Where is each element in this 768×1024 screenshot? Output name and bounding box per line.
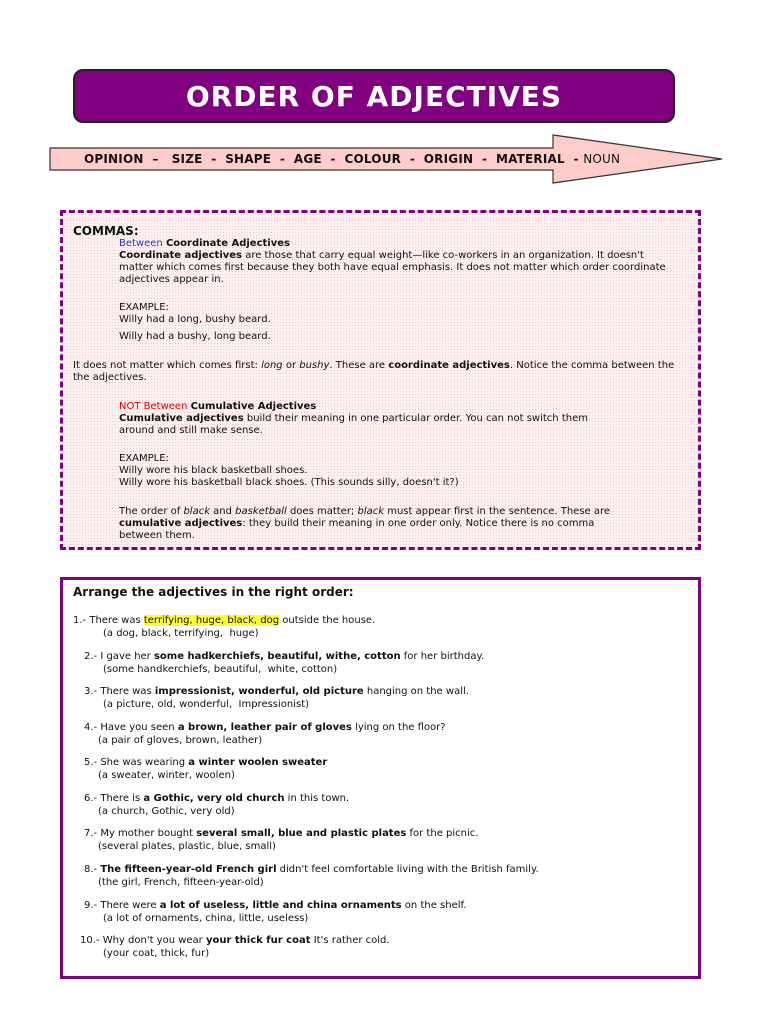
coord-note-line2: the adjectives. [73,372,147,383]
example-1: Willy had a long, bushy beard. [119,314,271,325]
item-text: There was [97,686,155,697]
item-hint: (the girl, French, fifteen-year-old) [98,877,264,888]
item-number: 8.- [84,864,98,875]
note2-term: cumulative adjectives [119,518,243,529]
coord-definition-line1 [119,250,644,263]
example-3: Willy wore his black basketball shoes. [119,465,308,476]
note1-term: coordinate adjectives [388,360,510,371]
cum-term: Cumulative adjectives [119,413,244,424]
item-number: 5.- [84,757,98,768]
item-text: I gave her [97,651,154,662]
note2-and: and [210,506,236,517]
order-adjectives: OPINION – SIZE - SHAPE - AGE - COLOUR - ORIGIN - MATERIAL - [84,152,579,166]
item-number: 2.- [84,651,98,662]
exercise-item [84,900,466,912]
item-number: 1.- [73,615,87,626]
item-answer: several small, blue and plastic plates [196,828,407,839]
item-hint: (several plates, plastic, blue, small) [98,841,276,852]
page-title: ORDER OF ADJECTIVES [185,79,563,113]
coord-def1: are those that carry equal weight—like co-workers in an organization. It doesn't [242,250,644,261]
item-answer: a brown, leather pair of gloves [177,722,352,733]
item-text: She was wearing [97,757,189,768]
between-heading [119,238,290,251]
title-banner [73,69,675,123]
item-text: Why don't you wear [99,935,206,946]
item-number: 10.- [80,935,100,946]
not-between-label: NOT Between [119,401,188,412]
item-text-after: for the picnic. [406,828,479,839]
note2-c: must appear first in the sentence. These are [384,506,611,517]
cum-definition-line1 [119,413,588,426]
exercise-item [84,757,327,769]
item-hint: (some handkerchiefs, beautiful, white, cotton) [103,664,338,675]
item-answer: The fifteen-year-old French girl [100,864,277,875]
item-text-after: outside the house. [279,615,376,626]
exercise-item [84,651,484,663]
order-noun: NOUN [583,152,621,166]
item-answer: a lot of useless, little and china ornaments [159,900,402,911]
note2-a: The order of [119,506,184,517]
note2-d: : they build their meaning in one order only. Notice there is no comma [242,518,595,529]
item-number: 7.- [84,828,98,839]
example-4: Willy wore his basketball black shoes. (This sounds silly, doesn't it?) [119,477,459,488]
coord-definition-line3: adjectives appear in. [119,274,224,285]
note1-long: long [261,360,283,371]
exercise-item [84,793,349,805]
item-number: 9.- [84,900,98,911]
note2-black2: black [357,506,385,517]
item-text-after: for her birthday. [400,651,485,662]
exercise-item [84,864,539,876]
item-text: My mother bought [97,828,197,839]
exercise-item [84,722,446,734]
item-text: Have you seen [97,722,178,733]
item-answer: impressionist, wonderful, old picture [154,686,364,697]
item-answer: a winter woolen sweater [188,757,328,768]
note2-b: does matter; [286,506,358,517]
commas-heading: COMMAS: [73,224,139,238]
not-between-title: Cumulative Adjectives [190,401,317,412]
note1-bushy: bushy [299,360,330,371]
item-hint: (a sweater, winter, woolen) [98,770,235,781]
exercise-item [80,935,390,947]
item-text: There were [97,900,160,911]
item-answer: a Gothic, very old church [143,793,285,804]
item-text-after: on the shelf. [401,900,467,911]
cum-note-line2 [119,518,594,531]
item-text-after: It's rather cold. [310,935,390,946]
exercise-item [84,828,478,840]
item-answer: terrifying, huge, black, dog [143,615,280,626]
example-label-1: EXAMPLE: [119,302,169,313]
note1-or: or [282,360,300,371]
item-text: There was [86,615,144,626]
exercise-item [73,615,375,627]
note2-black: black [183,506,210,517]
item-text-after: in this town. [284,793,350,804]
item-number: 6.- [84,793,98,804]
exercise-item [84,686,469,698]
coord-note-line1 [73,360,674,373]
item-hint: (a church, Gothic, very old) [98,806,235,817]
coord-definition-line2: matter which comes first because they both have equal emphasis. It does not matter which order coordinate [119,262,666,273]
cum-note-line3: between them. [119,530,195,541]
item-text-after: didn't feel comfortable living with the British family. [276,864,539,875]
note2-basketball: basketball [235,506,287,517]
cum-def1: build their meaning in one particular order. You can not switch them [243,413,588,424]
item-hint: (your coat, thick, fur) [103,948,210,959]
item-number: 4.- [84,722,98,733]
example-2: Willy had a bushy, long beard. [119,331,271,342]
item-text-after: hanging on the wall. [363,686,469,697]
between-label: Between [119,238,163,249]
example-label-2: EXAMPLE: [119,453,169,464]
not-between-heading [119,401,316,414]
coord-term: Coordinate adjectives [119,250,243,261]
between-title: Coordinate Adjectives [165,238,290,249]
note1-c: . Notice the comma between the [509,360,675,371]
note1-b: . These are [329,360,389,371]
item-number: 3.- [84,686,98,697]
item-text-after: lying on the floor? [351,722,446,733]
item-answer: some hadkerchiefs, beautiful, withe, cotton [153,651,401,662]
note1-a: It does not matter which comes first: [73,360,262,371]
exercise-title: Arrange the adjectives in the right order: [73,585,354,599]
cum-definition-line2: around and still make sense. [119,425,263,436]
item-hint: (a picture, old, wonderful, Impressionist) [103,699,310,710]
item-hint: (a pair of gloves, brown, leather) [98,735,263,746]
order-sequence [84,152,620,166]
item-answer: your thick fur coat [205,935,311,946]
item-hint: (a dog, black, terrifying, huge) [103,628,259,639]
item-text: There is [97,793,144,804]
item-hint: (a lot of ornaments, china, little, useless) [103,913,309,924]
cum-note-line1 [119,506,610,519]
